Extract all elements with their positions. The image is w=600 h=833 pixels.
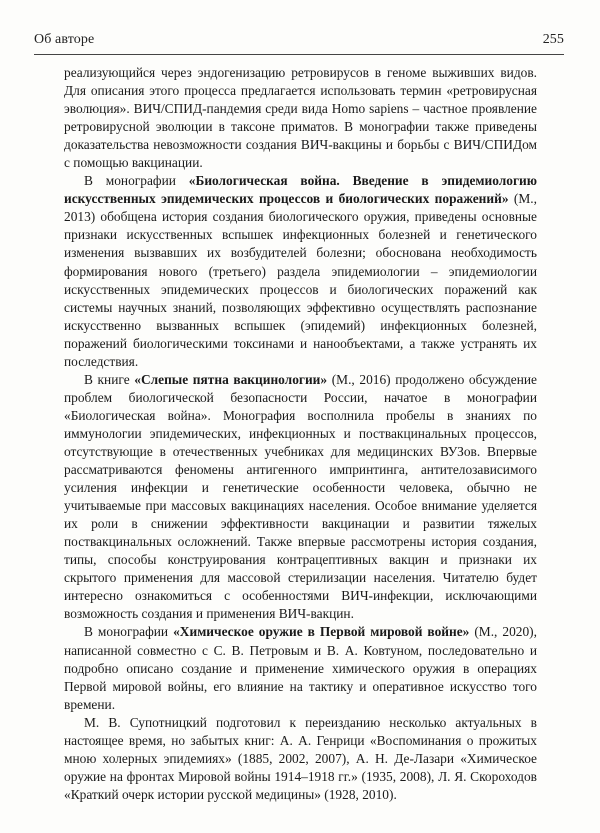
text-segment: В монографии <box>84 173 189 189</box>
page-number: 255 <box>542 32 564 47</box>
text-segment: М. В. Супотницкий подготовил к переизданию несколько актуальных в настоящее время, но забытых книг: А. А. Генрици «Воспоминания о прожитых мною холерных эпидемиях» (1885, 2002, 2007), А. Н. Де-Лазари «Химическое оружие на фронтах Мировой войны 1914–1918 гг.» (1935, 2008), Л. Я. Скороходов «Краткий очерк истории русской медицины» (1928, 2010). <box>64 714 537 802</box>
running-header <box>34 32 564 48</box>
book-title: «Слепые пятна вакцинологии» <box>134 371 328 387</box>
paragraph-continuation <box>64 64 537 172</box>
text-segment: (М., 2016) продолжено обсуждение проблем биологической безопасности России, начатое в монографии «Биологическая война». Монография восполнила пробелы в знаниях по иммунологии эпидемических, инфекционных и поствакцинальных процессов, отсутствующие в отечественных учебниках для медицинских ВУЗов. Впервые рассматриваются феномены антигенного импринтинга, антителозависимого усиления инфекции и генетические особенности человека, обычно не учитываемые при массовых вакцинациях населения. Особое внимание уделяется их роли в снижении эффективности вакцинации и развитии тяжелых поствакцинальных осложнений. Также впервые рассмотрены история создания, типы, способы конструирования контрацептивных вакцин и признаки их скрытого применения для массовой стерилизации населения. Читателю будет интересно ознакомиться с особенностями ВИЧ-инфекции, исключающими возможность создания и применения ВИЧ-вакцин. <box>64 371 537 622</box>
text-segment: (М., 2020), написанной совместно с С. В. Петровым и В. А. Ковтуном, последовательно и подробно описано создание и применение химического оружия в операциях Первой мировой войны, его влияние на тактику и оперативное искусство того времени. <box>64 624 537 712</box>
text-segment: (М., 2013) обобщена история создания биологического оружия, приведены основные признаки искусственных вспышек инфекционных болезней и генетического изменения вызвавших их возбудителей болезни; обоснована необходимость формирования нового (третьего) раздела эпидемиологии – эпидемиологии искусственных эпидемических процессов и биологических поражений как системы научных знаний, позволяющих эффективно осуществлять распознание искусственно вызванных вспышек (эпидемий) инфекционных болезней, поражений биологическими токсинами и нанообъектами, а также устранять их последствия. <box>64 191 537 369</box>
text-segment: В книге <box>84 371 135 387</box>
text-segment: В монографии <box>84 624 174 640</box>
body-text <box>64 64 537 804</box>
text-segment: реализующийся через эндогенизацию ретровирусов в геноме выживших видов. Для описания этого процесса предлагается использовать термин «ретровирусная эволюция». ВИЧ/СПИД-пандемия среди вида Homo sapiens – частное проявление ретровирусной эволюции в таксоне приматов. В монографии также приведены доказательства невозможности создания ВИЧ-вакцины и борьбы с ВИЧ/СПИДом с помощью вакцинации. <box>64 65 537 171</box>
paragraph-reprints <box>64 714 537 804</box>
paragraph-chemical-weapons <box>64 623 537 713</box>
book-title: «Химическое оружие в Первой мировой войне» <box>173 624 470 640</box>
paragraph-vaccinology <box>64 371 537 624</box>
paragraph-biological-war <box>64 172 537 371</box>
book-title: «Биологическая война. Введение в эпидемиологию искусственных эпидемических процессов и биологических поражений» <box>64 173 538 207</box>
section-title: Об авторе <box>34 32 95 47</box>
header-rule <box>34 54 564 55</box>
